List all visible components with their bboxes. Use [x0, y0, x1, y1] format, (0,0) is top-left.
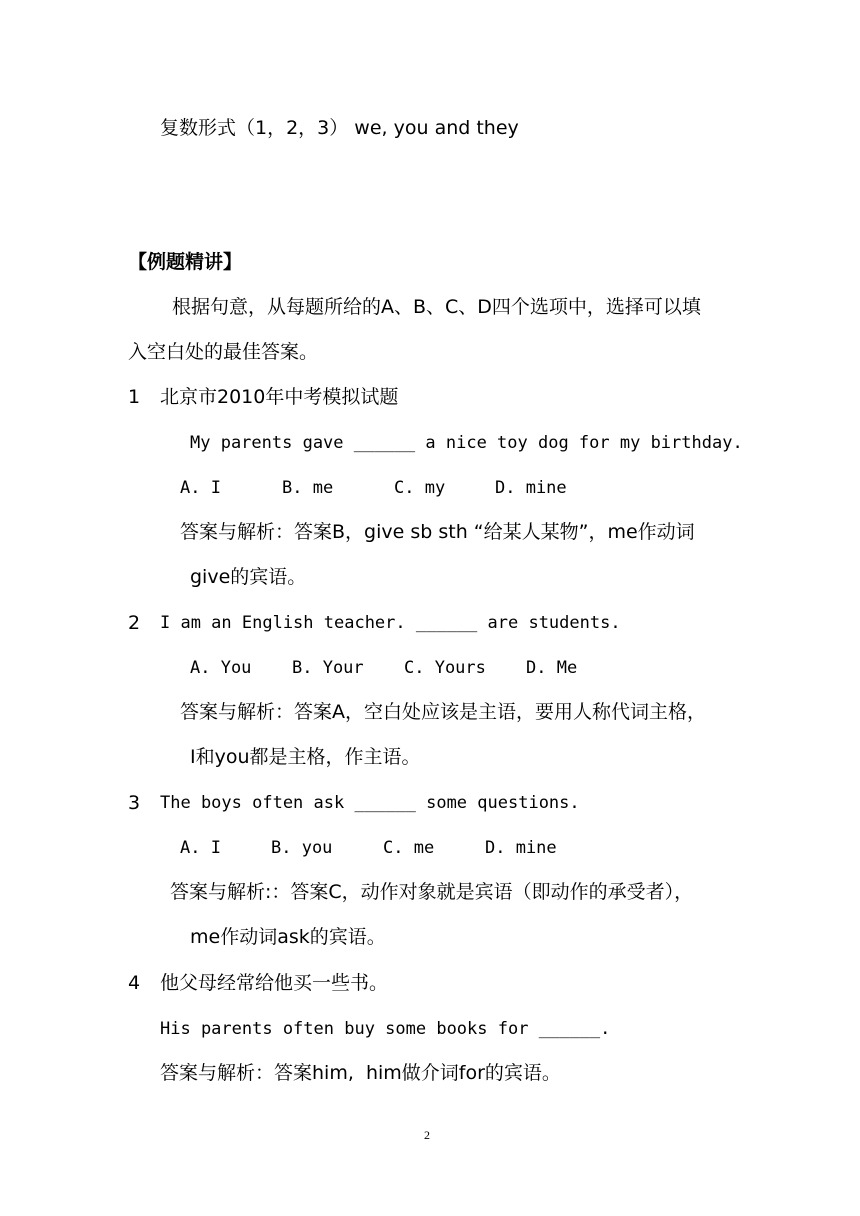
question-number: 1	[128, 386, 141, 408]
instruction-line-1: 根据句意，从每题所给的A、B、C、D四个选项中，选择可以填	[172, 296, 701, 318]
intro-line: 复数形式（1，2，3） we, you and they	[160, 117, 519, 139]
question-prompt: 他父母经常给他买一些书。	[160, 972, 389, 994]
answer-line-1: 答案与解析:：答案C，动作对象就是宾语（即动作的承受者），	[170, 881, 694, 903]
page-number: 2	[424, 1128, 430, 1142]
option-a: A. I	[180, 838, 221, 858]
option-c: C. Yours	[404, 658, 486, 678]
answer-line-1: 答案与解析：答案B，give sb sth “给某人某物”，me作动词	[180, 521, 695, 543]
question-number: 2	[128, 612, 141, 634]
option-d: D. mine	[495, 478, 567, 498]
question-source: 北京市2010年中考模拟试题	[160, 386, 399, 408]
option-c: C. me	[383, 838, 435, 858]
answer-line-1: 答案与解析：答案A，空白处应该是主语，要用人称代词主格，	[180, 701, 706, 723]
option-b: B. Your	[292, 658, 364, 678]
option-a: A. You	[190, 658, 252, 678]
question-number: 3	[128, 792, 141, 814]
answer-line-2: give的宾语。	[190, 566, 307, 588]
question-sentence: His parents often buy some books for ______.	[160, 1019, 611, 1039]
option-a: A. I	[180, 478, 221, 498]
option-b: B. you	[271, 838, 333, 858]
question-sentence: The boys often ask ______ some questions.	[160, 793, 580, 813]
option-d: D. Me	[526, 658, 578, 678]
section-heading: 【例题精讲】	[128, 251, 243, 273]
question-sentence: I am an English teacher. ______ are students.	[160, 613, 621, 633]
option-b: B. me	[282, 478, 334, 498]
answer-line-2: me作动词ask的宾语。	[190, 926, 386, 948]
answer-line-2: I和you都是主格，作主语。	[190, 746, 421, 768]
question-sentence: My parents gave ______ a nice toy dog for my birthday.	[190, 433, 743, 453]
option-d: D. mine	[485, 838, 557, 858]
answer-line-1: 答案与解析：答案him, him做介词for的宾语。	[160, 1062, 561, 1084]
instruction-line-2: 入空白处的最佳答案。	[128, 341, 319, 363]
option-c: C. my	[394, 478, 446, 498]
question-number: 4	[128, 972, 141, 994]
